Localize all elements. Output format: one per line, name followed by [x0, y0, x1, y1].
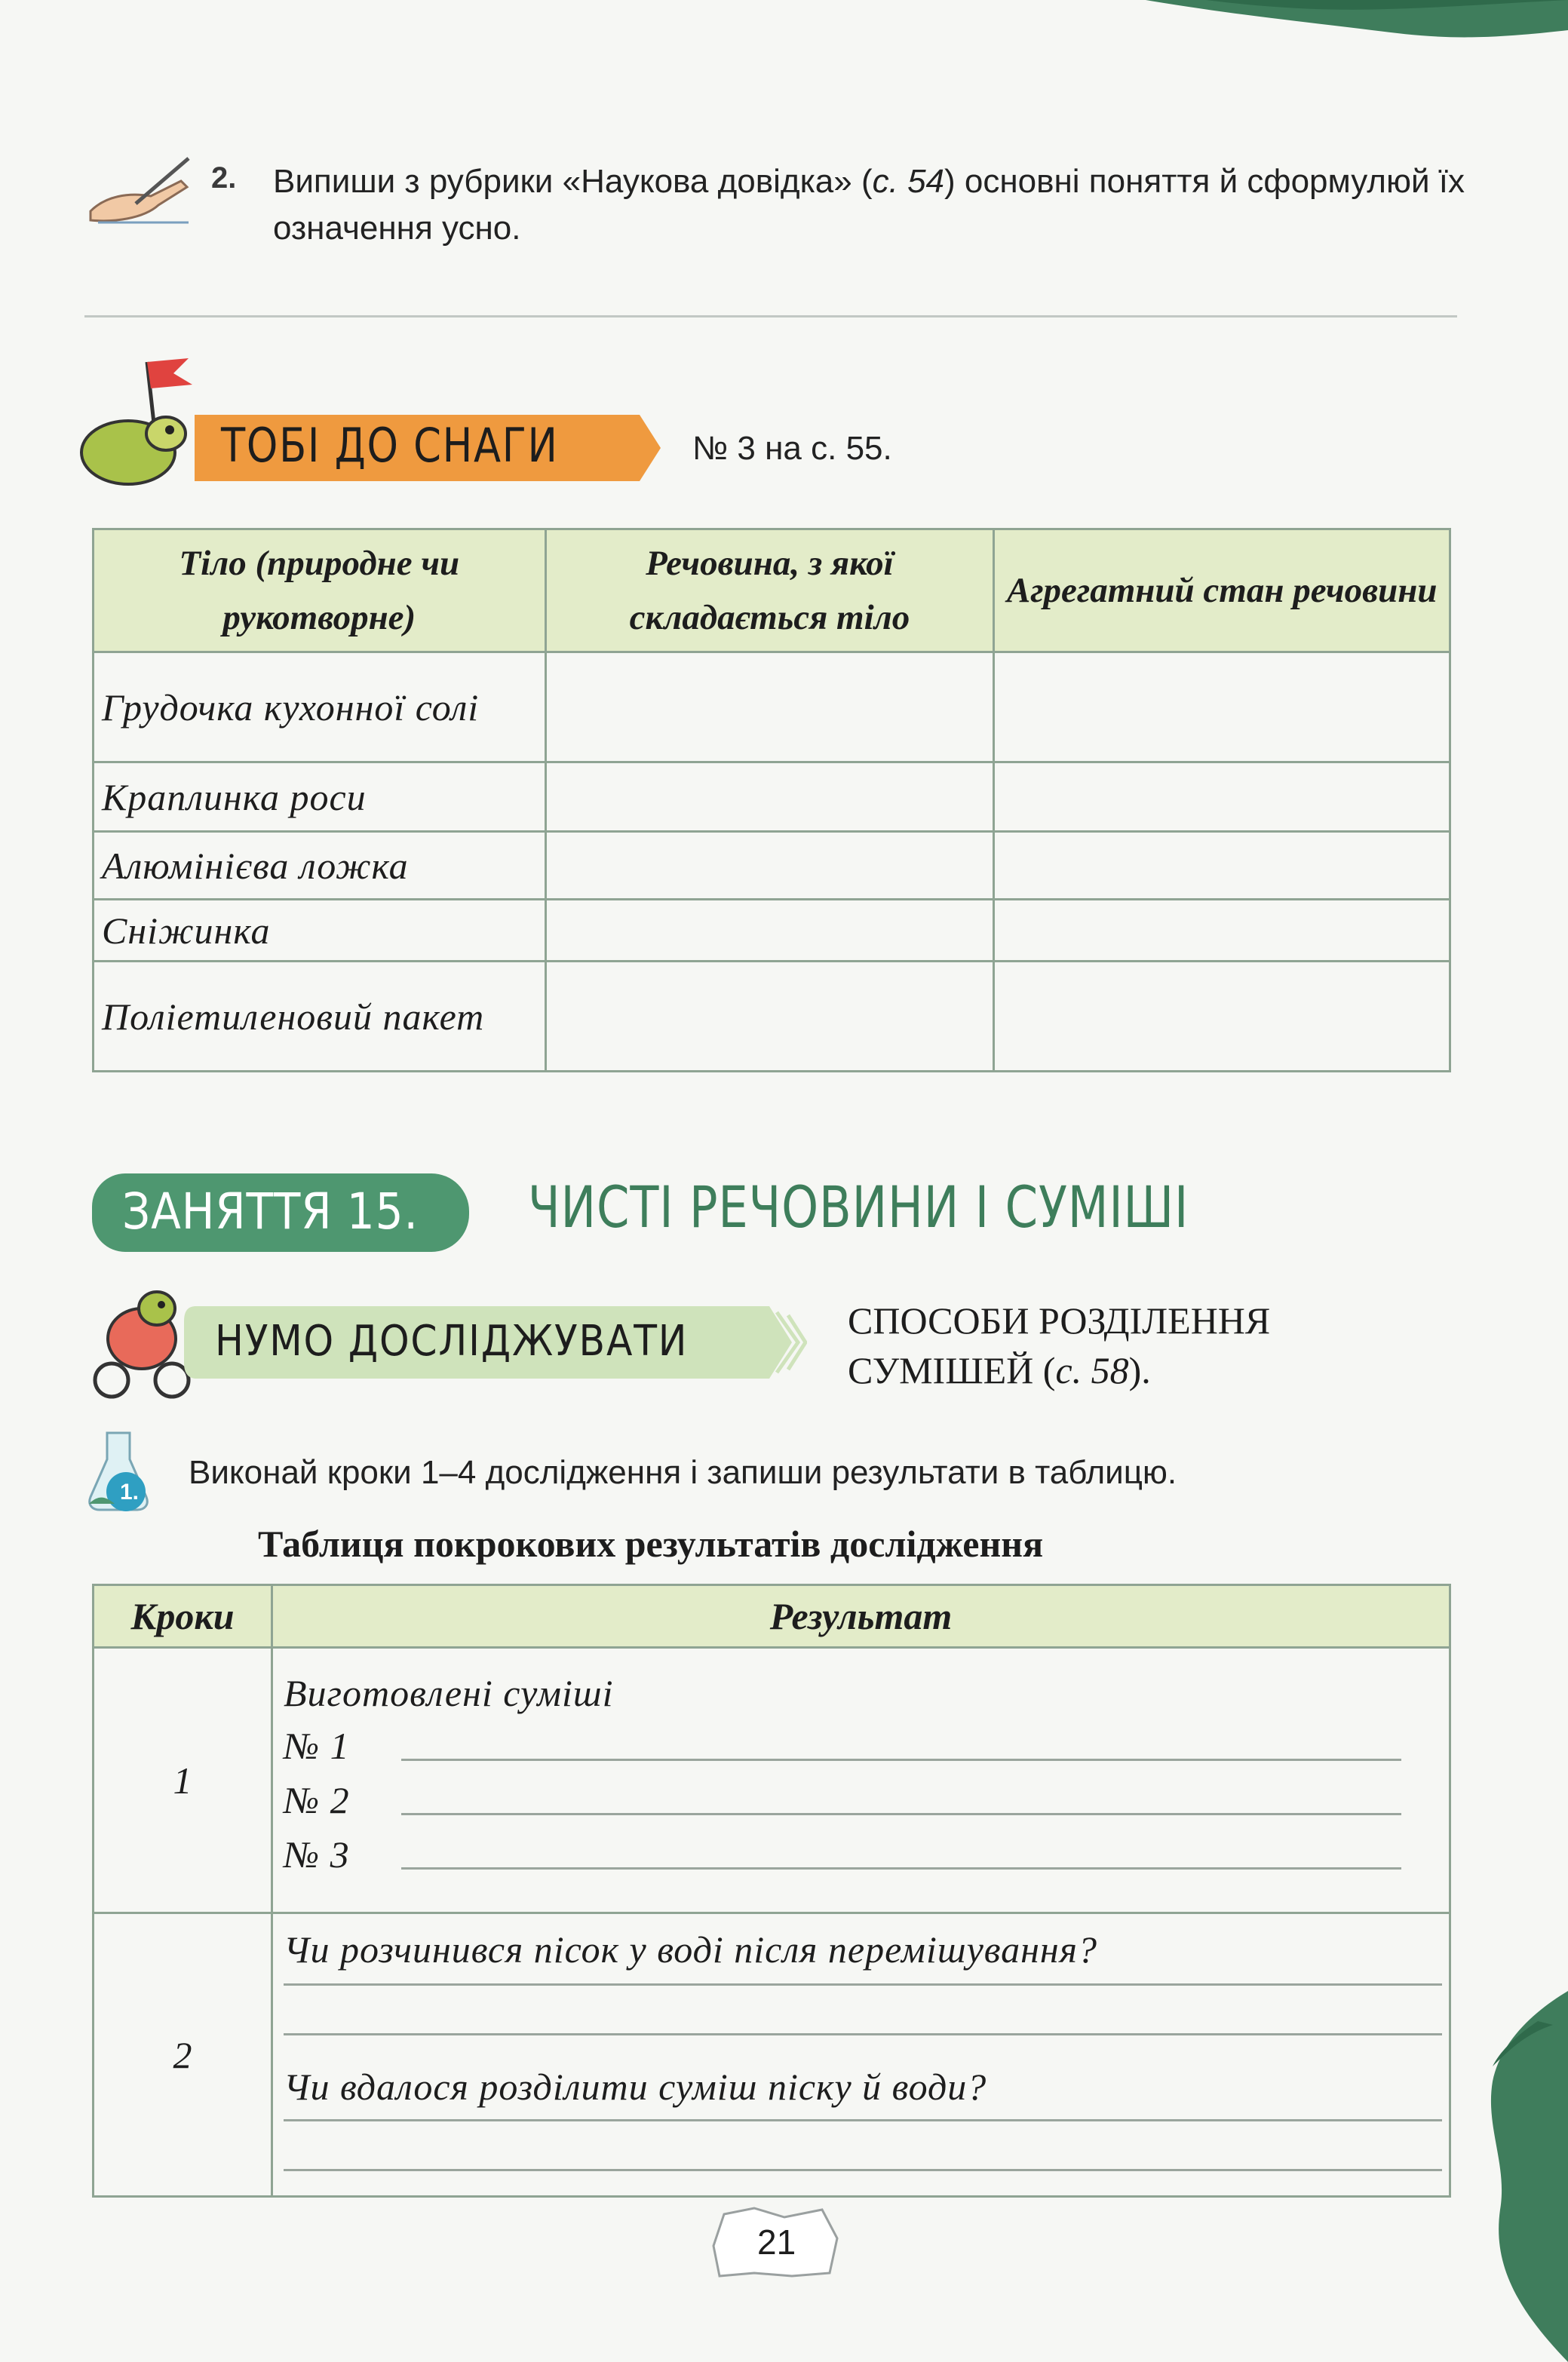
methods-heading: СПОСОБИ РОЗДІЛЕННЯ СУМІШЕЙ (с. 58). — [848, 1299, 1271, 1391]
answer-cell[interactable] — [545, 652, 994, 762]
table-row — [94, 962, 1450, 1072]
table-row — [94, 1913, 1450, 2197]
question: Чи розчинився пісок у воді після перемішування? — [284, 1928, 1097, 1971]
mixture-label: № 3 — [284, 1833, 350, 1876]
substances-table — [92, 528, 1451, 1072]
badge-label: ТОБІ ДО СНАГИ — [221, 418, 559, 473]
row-label: Поліетиленовий пакет — [94, 962, 546, 1072]
task-text: Випиши з рубрики «Наукова довідка» (с. 54) основні поняття й сформулюй їх означення усно. — [273, 163, 1465, 247]
step-result — [272, 1913, 1450, 2197]
lesson-number: ЗАНЯТТЯ 15. — [122, 1183, 419, 1241]
header-body: Тіло (природне чи рукотворне) — [94, 529, 546, 652]
step-prompt: Виготовлені суміші — [284, 1672, 614, 1714]
table-row — [94, 652, 1450, 762]
answer-cell[interactable] — [994, 900, 1450, 962]
answer-cell[interactable] — [994, 652, 1450, 762]
answer-line[interactable] — [284, 2033, 1442, 2035]
table-title: Таблиця покрокових результатів дослідження — [258, 1523, 1044, 1565]
flask-icon — [84, 1425, 152, 1516]
step-number: 1 — [94, 1648, 272, 1913]
research-results-table — [92, 1584, 1451, 2198]
mixture-label: № 1 — [284, 1725, 350, 1767]
corner-decoration — [1447, 1991, 1568, 2362]
mixture-label: № 2 — [284, 1779, 350, 1821]
question: Чи вдалося розділити суміш піску й води? — [284, 2066, 987, 2108]
table-row — [94, 900, 1450, 962]
lesson-title: ЧИСТІ РЕЧОВИНИ І СУМІШІ — [528, 1173, 1189, 1241]
header-result: Результат — [272, 1585, 1450, 1648]
corner-decoration — [1115, 0, 1568, 106]
answer-line[interactable] — [84, 315, 1457, 317]
answer-cell[interactable] — [994, 762, 1450, 832]
table-row — [94, 762, 1450, 832]
answer-line[interactable] — [401, 1867, 1401, 1870]
lesson-badge — [92, 1173, 469, 1252]
header-steps: Кроки — [94, 1585, 272, 1648]
page-number: 21 — [757, 2222, 796, 2262]
answer-line[interactable] — [284, 1983, 1442, 1986]
table-row — [94, 832, 1450, 900]
row-label: Краплинка роси — [94, 762, 546, 832]
answer-line[interactable] — [284, 2169, 1442, 2171]
badge-label: НУМО ДОСЛІДЖУВАТИ — [215, 1317, 689, 1366]
row-label: Алюмінієва ложка — [94, 832, 546, 900]
answer-line[interactable] — [401, 1759, 1401, 1761]
answer-cell[interactable] — [545, 962, 994, 1072]
bug-on-bicycle-icon — [89, 1282, 195, 1403]
header-substance: Речовина, з якої складається тіло — [545, 529, 994, 652]
step-result — [272, 1648, 1450, 1913]
answer-cell[interactable] — [545, 762, 994, 832]
header-state: Агрегатний стан речовини — [994, 529, 1450, 652]
row-label: Грудочка кухонної солі — [94, 652, 546, 762]
step-number: 2 — [94, 1913, 272, 2197]
answer-cell[interactable] — [994, 962, 1450, 1072]
answer-cell[interactable] — [994, 832, 1450, 900]
row-label: Сніжинка — [94, 900, 546, 962]
answer-line[interactable] — [284, 2119, 1442, 2121]
snagy-badge — [187, 413, 662, 483]
answer-cell[interactable] — [545, 832, 994, 900]
answer-line[interactable] — [401, 1813, 1401, 1815]
explore-badge — [181, 1303, 807, 1382]
task-number: 2. — [211, 161, 237, 195]
writing-hand-icon — [83, 151, 196, 226]
answer-cell[interactable] — [545, 900, 994, 962]
task-number: 1. — [120, 1480, 140, 1505]
table-row — [94, 1648, 1450, 1913]
bug-with-flag-icon — [75, 347, 204, 498]
snagy-reference: № 3 на с. 55. — [692, 430, 892, 467]
task-1-text: Виконай кроки 1–4 дослідження і запиши результати в таблицю. — [189, 1454, 1177, 1491]
